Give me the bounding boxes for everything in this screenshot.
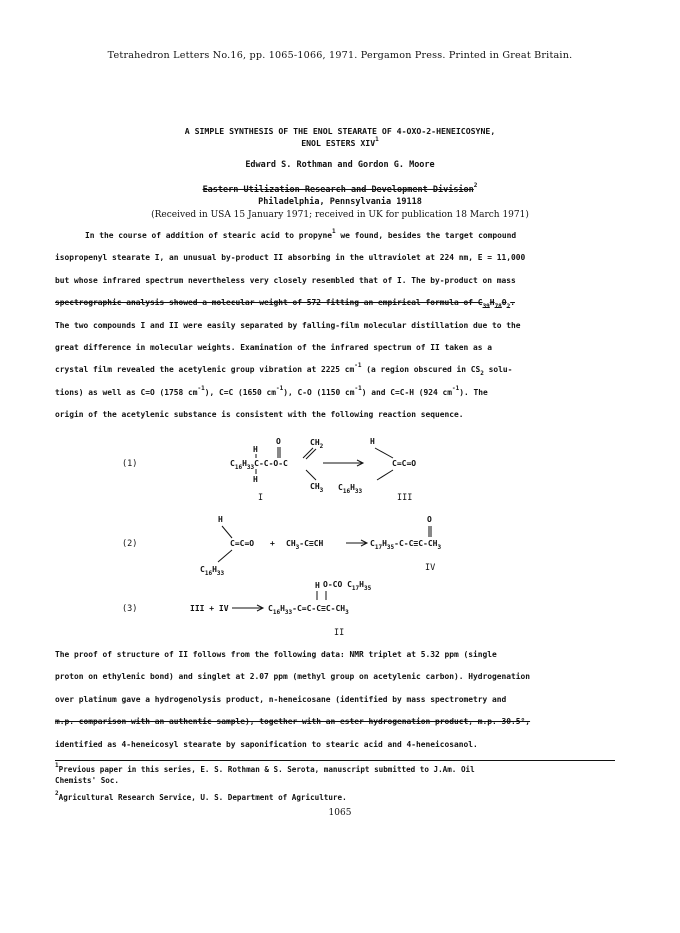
reactant-I-chain: $C_{16}H_{33}C-C-O-C$ [230,459,288,471]
reaction-scheme [0,430,680,645]
received-dates: (Received in USA 15 January 1971; received in UK for publication 18 March 1971) [151,210,529,220]
methylene-group: $CH_2$ [310,438,324,450]
footnote-text: Agricultural Research Service, U. S. Department of Agriculture. [58,793,347,802]
text-run: tions) as well as C=O (1758 cm [55,387,198,397]
text-line: but whose infrared spectrum nevertheless very closely resembled that of I. The by-product on mass [55,275,516,285]
affiliation-org [0,184,680,196]
ester-group: O-CO $C_{17}H_{35}$ [323,580,372,592]
text-line: The two compounds I and II were easily separated by falling-film molecular distillation due to the [55,320,521,330]
affiliation [0,184,680,208]
text-run: ), C-O (1150 cm [283,387,355,397]
ketene-alkyl: $C_{16}H_{33}$ [338,483,363,495]
propyne: $CH_3-C\equiv CH$ [286,539,324,551]
vinyl-hydrogen: H [315,581,320,590]
bond-line [218,550,232,562]
footnote-1-line-1 [55,764,620,775]
methyl-group: $CH_3$ [310,482,324,494]
carbonyl-oxygen: O [276,437,281,446]
text-run: ). The [459,387,488,397]
product-II: $C_{16}H_{33}-C=C-C\equiv C-CH_3$ [268,604,349,616]
ketene-hydrogen-2: H [218,515,223,524]
text-run: solu- [483,365,513,375]
title-footnote-mark: 1 [375,136,379,143]
text-line: over platinum gave a hydrogenolysis product, n-heneicosane (identified by mass spectrometry and [55,694,507,704]
text-line: The proof of structure of II follows from the following data: NMR triplet at 5.32 ppm (single [55,650,497,659]
text-run: we found, besides the target compound [335,231,517,240]
text-run: H [489,298,495,308]
subscript: 2 [506,303,511,311]
text-run: . [510,298,515,308]
text-line: identified as 4-heneicosyl stearate by saponification to stearic acid and 4-heneicosanol. [55,739,478,749]
text-line [55,359,620,381]
bond-line [375,448,393,458]
paragraph-structure-proof [55,644,620,756]
ketene-hydrogen: H [370,437,375,446]
footnote-1 [55,764,620,786]
superscript: -1 [354,362,362,370]
footnote-ref: 1 [332,228,336,235]
text-run: spectrographic analysis showed a molecular weight of 572 fitting an empirical formula of C [55,298,483,308]
compound-label-III: III [397,493,413,503]
compound-label-IV: IV [425,563,436,573]
bond-line [222,526,232,538]
footnote-divider [55,760,615,761]
subscript: 78 [494,303,502,311]
affiliation-city: Philadelphia, Pennsylvania 19118 [258,197,422,207]
text-line: isopropenyl stearate I, an unusual by-product II absorbing in the ultraviolet at 224 nm, E = 11,000 [55,253,526,263]
running-header: Tetrahedron Letters No.16, pp. 1065-1066, 1971. Pergamon Press. Printed in Great Britain. [107,50,573,61]
equation-label-2: (2) [122,539,138,549]
ketene-group: C=C=O [392,459,417,468]
alpha-hydrogen-upper: H [253,445,258,454]
footnote-2 [55,792,620,803]
title-line-1: A SIMPLE SYNTHESIS OF THE ENOL STEARATE OF 4-OXO-2-HENEICOSYNE, [184,126,496,136]
subscript: 39 [482,303,490,311]
text-line: origin of the acetylenic substance is consistent with the following reaction sequence. [55,410,464,420]
title-line-2 [0,137,680,149]
footnote-1-line-2: Chemists' Soc. [55,776,120,785]
affiliation-footnote-mark: 2 [473,182,478,189]
superscript: -1 [197,384,205,392]
ketene-alkyl-2: $C_{16}H_{33}$ [200,565,225,577]
text-run: (a region obscured in CS [361,365,481,375]
plus-sign: + [270,539,275,548]
text-line: m.p. comparison with an authentic sample), together with an ester hydrogenation product, m.p. 30.5°, [55,717,531,727]
text-line [55,382,620,404]
text-line [55,225,620,247]
ketone-IV: $C_{17}H_{35}-C-C\equiv C-CH_3$ [370,539,442,551]
paragraph-intro [55,225,620,427]
compound-label-II: II [334,628,345,638]
footnote-mark: 1 [55,762,59,769]
text-line: proton on ethylenic bond) and singlet at 2.07 ppm (methyl group on acetylenic carbon). Hydrogenation [55,672,531,682]
bond-line [306,470,316,480]
bond-line [377,470,393,480]
page-number: 1065 [328,808,352,818]
superscript: -1 [452,384,460,392]
reactants-III-IV: III + IV [190,604,229,613]
equation-label-1: (1) [122,459,138,469]
superscript: -1 [354,384,362,392]
text-run: In the course of addition of stearic acid to propyne [85,231,333,240]
affiliation-org-text: Eastern Utilization Research and Development Division [202,185,474,195]
ketene-group-2: C=C=O [230,539,255,548]
footnote-text: Previous paper in this series, E. S. Rothman & S. Serota, manuscript submitted to J.Am. Oil [58,765,475,774]
authors: Edward S. Rothman and Gordon G. Moore [245,160,435,170]
text-line: great difference in molecular weights. Examination of the infrared spectrum of II taken as a [55,342,493,352]
text-run: crystal film revealed the acetylenic group vibration at 2225 cm [55,365,355,375]
title-line-2-text: ENOL ESTERS XIV [301,138,376,148]
article-title [0,125,680,149]
text-run: ), C=C (1650 cm [204,387,277,397]
alpha-hydrogen-lower: H [253,475,258,484]
ketone-oxygen: O [427,515,432,524]
text-line [55,292,620,314]
subscript: 2 [480,370,484,378]
superscript: -1 [276,384,284,392]
footnote-mark: 2 [55,790,59,797]
compound-label-I: I [258,493,264,503]
equation-label-3: (3) [122,604,138,614]
text-run: ) and C=C-H (924 cm [361,387,453,397]
text-run: O [501,298,507,308]
